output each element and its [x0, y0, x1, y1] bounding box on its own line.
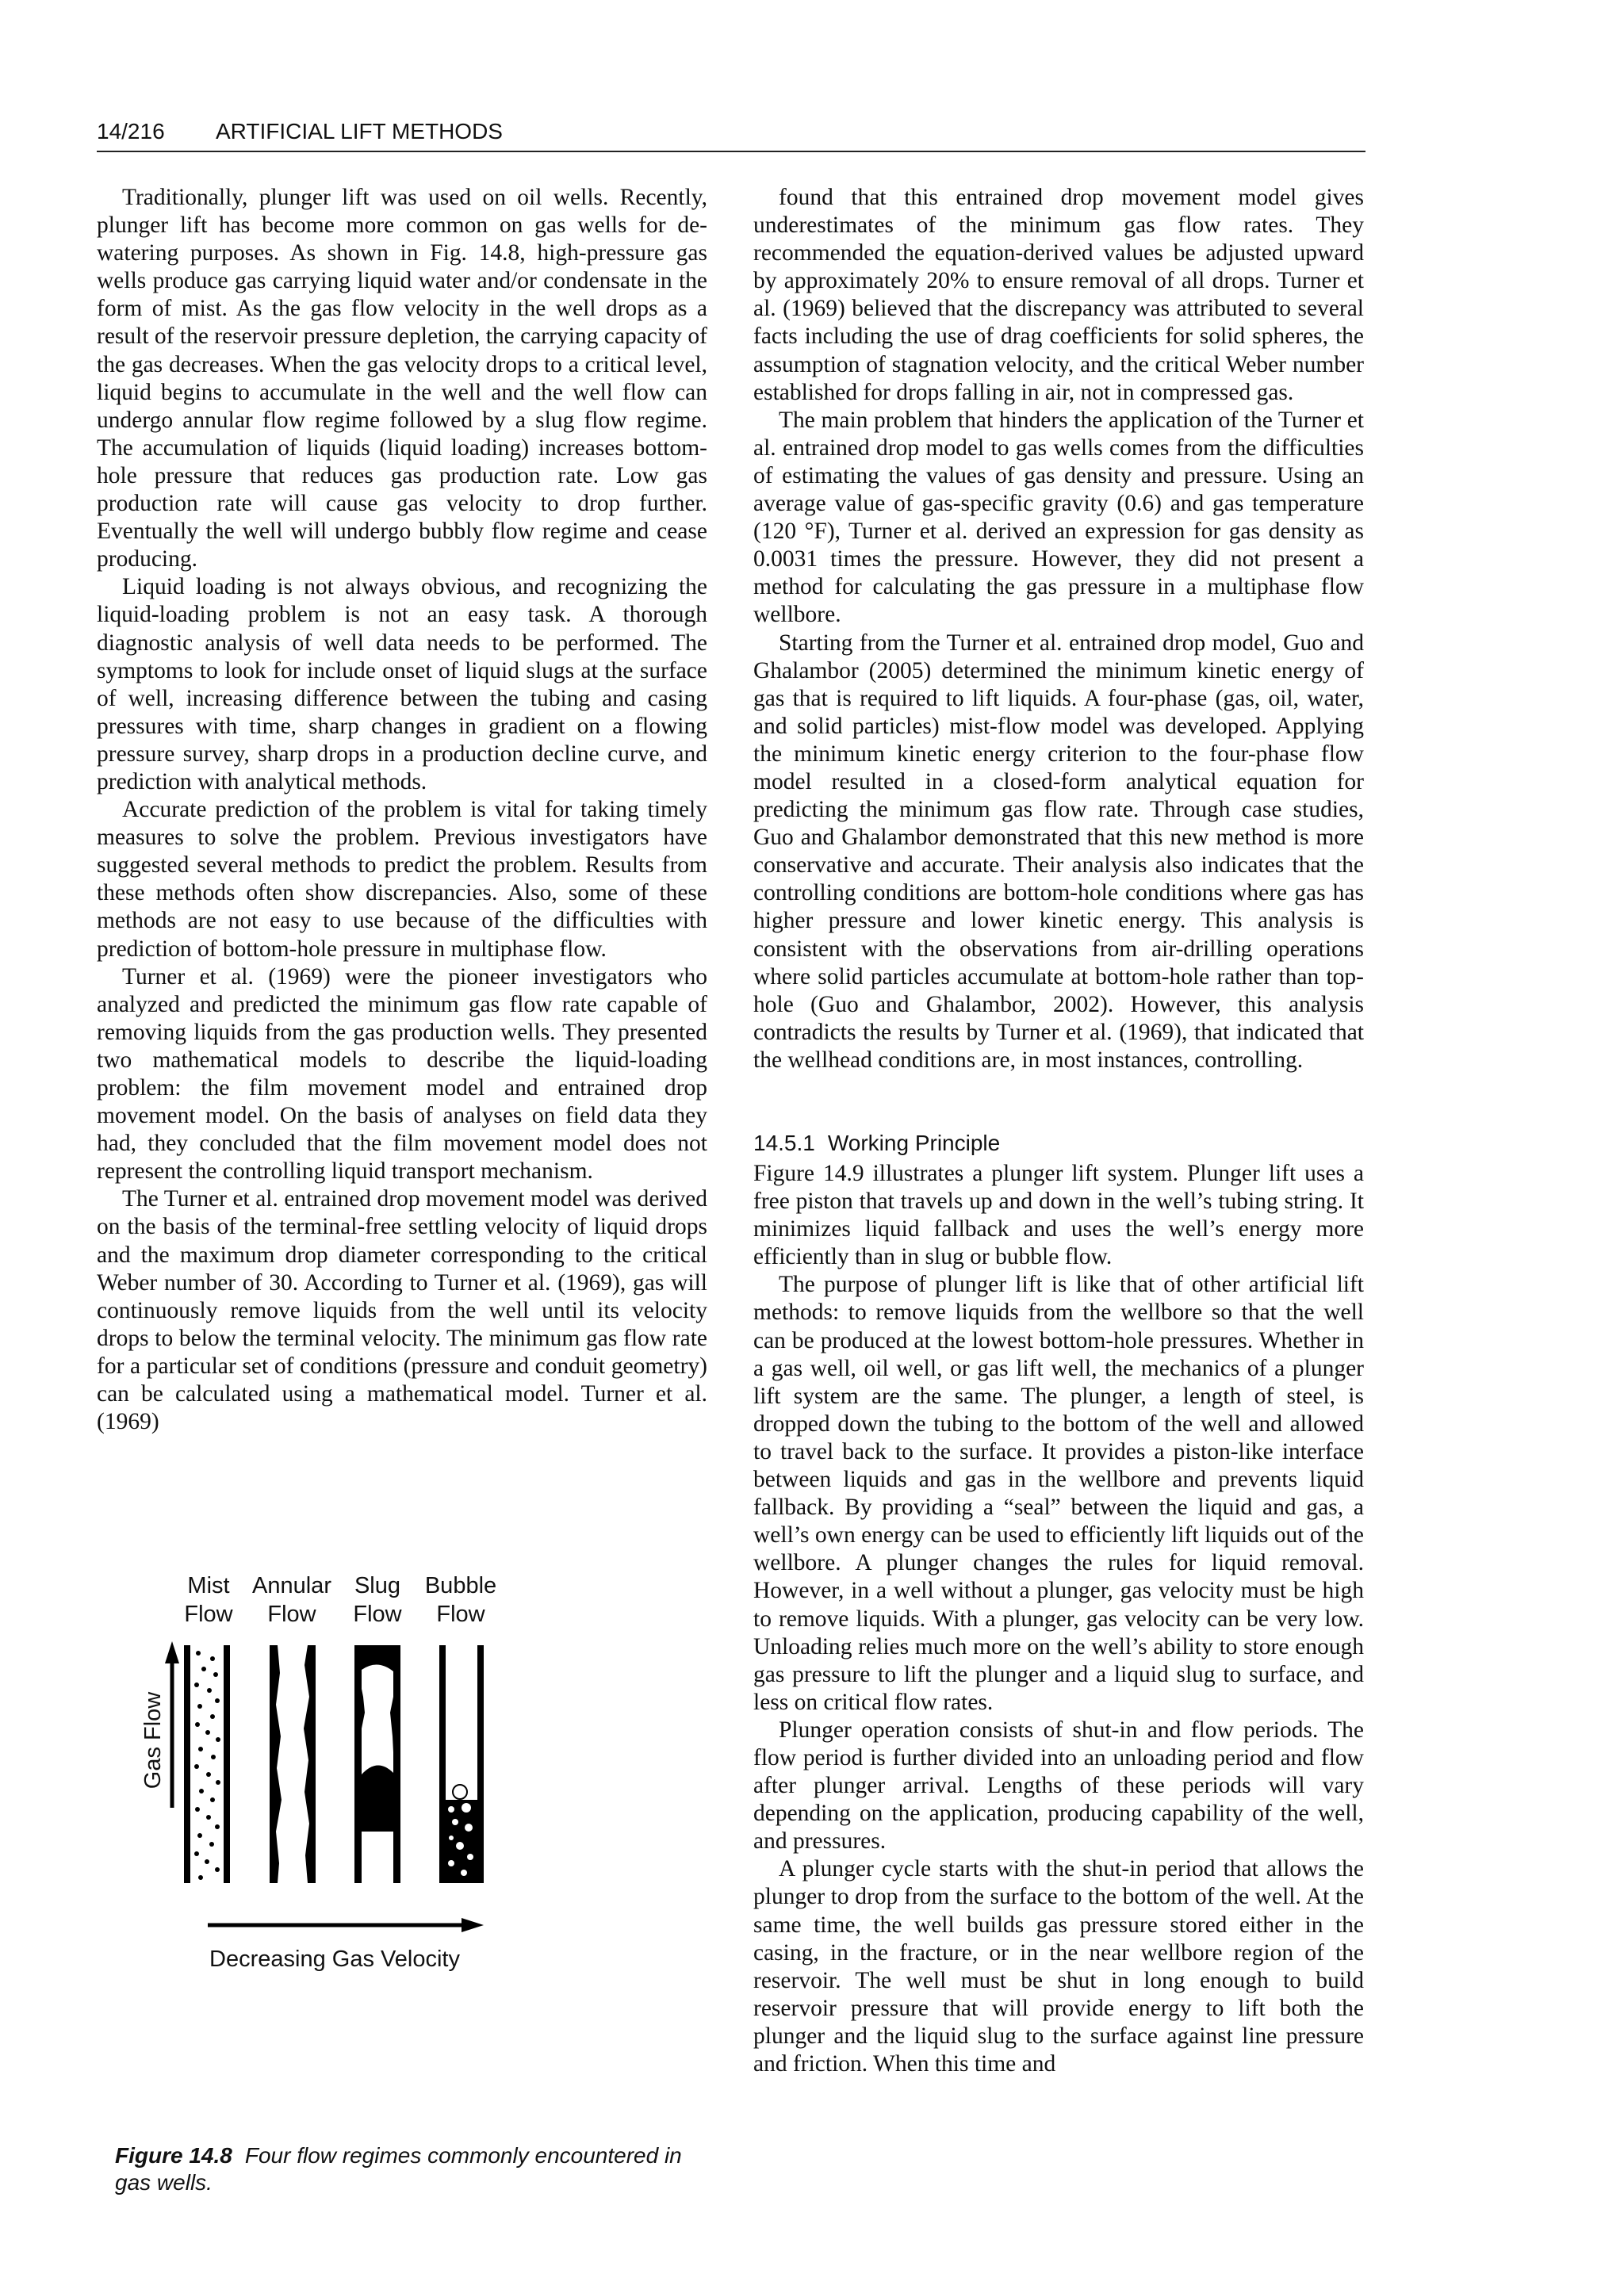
paragraph: Traditionally, plunger lift was used on oil wells. Recently, plunger lift has become more common on gas wells for de-watering purposes. As shown in Fig. 14.8, high-pressure gas wells produce gas carrying liquid water and/or condensate in the form of mist. As the gas flow velocity in the well drops as a result of the reservoir pressure depletion, the carrying capacity of the gas decreases. When the gas velocity drops to a critical level, liquid begins to accumulate in the well and the well flow can undergo annular flow regime followed by a slug flow regime. The accumulation of liquids (liquid loading) increases bottom-hole pressure that reduces gas production rate. Low gas production rate will cause gas velocity to drop further. Eventually the well will undergo bubbly flow regime and cease producing. [97, 185, 707, 572]
slug-flow-tube [354, 1645, 400, 1883]
figure-caption-text: Four flow regimes commonly encountered in gas wells. [115, 2143, 682, 2195]
gas-flow-label: Gas Flow [140, 1691, 166, 1790]
section-title: Working Principle [827, 1131, 1001, 1155]
figure-label: Figure 14.8 [115, 2143, 232, 2168]
paragraph: Liquid loading is not always obvious, and recognizing the liquid-loading problem is not an easy task. A thorough diagnostic analysis of well data needs to be performed. The symptoms to look for include onset of liquid slugs at the surface of well, increasing difference between the tubing and casing pressures with time, sharp changes in gradient on a flowing pressure survey, sharp drops in a production decline curve, and prediction with analytical methods. [97, 574, 707, 794]
regime-label-annular-line1: Annular [252, 1573, 331, 1598]
decreasing-velocity-arrow [208, 1918, 484, 1932]
running-header [97, 119, 1365, 152]
flow-regimes-diagram [97, 1570, 715, 2141]
paragraph: found that this entrained drop movement model gives underestimates of the minimum gas flow rates. They recommended the equation-derived values be adjusted upward by approximately 20% to ensure removal of all drops. Turner et al. (1969) believed that the discrepancy was attributed to several facts including the use of drag coefficients for solid spheres, the assumption of stagnation velocity, and the critical Weber number established for drops falling in air, not in compressed gas. [753, 185, 1364, 405]
paragraph: The purpose of plunger lift is like that of other artificial lift methods: to remove liquids from the wellbore so that the well can be produced at the lowest bottom-hole pressures. Whether in a gas well, oil well, or gas lift well, the mechanics of a plunger lift system are the same. The plunger, a length of steel, is dropped down the tubing to the bottom of the well and allowed to travel back to the surface. It provides a piston-like interface between liquids and gas in the wellbore and prevents liquid fallback. By providing a “seal” between the liquid and gas, a well’s own energy can be used to efficiently lift liquids out of the wellbore. A plunger changes the rules for liquid removal. However, in a well without a plunger, gas velocity must be high to remove liquids. With a plunger, gas velocity can be very low. Unloading relies much more on the well’s ability to store enough gas pressure to lift the plunger and a liquid slug to surface, and less on critical flow rates. [753, 1272, 1364, 1715]
paragraph: Accurate prediction of the problem is vital for taking timely measures to solve the problem. Previous investigators have suggested several methods to predict the problem. Results from these methods often show discrepancies. Also, some of these methods are not easy to use because of the difficulties with prediction of bottom-hole pressure in multiphase flow. [97, 797, 707, 962]
paragraph: Starting from the Turner et al. entrained drop model, Guo and Ghalambor (2005) determined the minimum kinetic energy of gas that is required to lift liquids. A four-phase (gas, oil, water, and solid particles) mist-flow model was developed. Applying the minimum kinetic energy criterion to the four-phase flow model resulted in a closed-form analytical equation for predicting the minimum gas flow rate. Through case studies, Guo and Ghalambor demonstrated that this new method is more conservative and accurate. Their analysis also indicates that the controlling conditions are bottom-hole conditions where gas has higher pressure and lower kinetic energy. This analysis is consistent with the observations from air-drilling operations where solid particles accumulate at bottom-hole rather than top-hole (Guo and Ghalambor, 2002). However, this analysis contradicts the results by Turner et al. (1969), that indicated that the wellhead conditions are, in most instances, controlling. [753, 630, 1364, 1073]
right-column [753, 184, 1364, 2078]
page-number: 14/216 [97, 119, 165, 144]
flow-regimes-figure [97, 1570, 715, 2141]
mist-flow-tube [184, 1645, 230, 1883]
paragraph: The main problem that hinders the application of the Turner et al. entrained drop model to gas wells comes from the difficulties of estimating the values of gas density and pressure. Using an average value of gas-specific gravity (0.6) and gas temperature (120 °F), Turner et al. derived an expression for gas density as 0.0031 times the pressure. However, they did not present a method for calculating the gas pressure in a multiphase flow wellbore. [753, 407, 1364, 628]
paragraph: A plunger cycle starts with the shut-in period that allows the plunger to drop from the surface to the bottom of the well. At the same time, the well builds gas pressure stored either in the casing, in the fracture, or in the near wellbore region of the reservoir. The well must be shut in long enough to build reservoir pressure that will provide energy to lift both the plunger and the liquid slug to the surface against line pressure and friction. When this time and [753, 1856, 1364, 2077]
gas-flow-arrow [165, 1641, 179, 1808]
paragraph: Figure 14.9 illustrates a plunger lift system. Plunger lift uses a free piston that travels up and down in the well’s tubing string. It minimizes liquid fallback and uses the well’s energy more efficiently than in slug or bubble flow. [753, 1161, 1364, 1270]
decreasing-velocity-label: Decreasing Gas Velocity [209, 1947, 460, 1972]
left-column [97, 184, 707, 1436]
figure-caption [115, 2142, 718, 2196]
regime-label-bubble-line1: Bubble [424, 1573, 497, 1598]
paragraph: Turner et al. (1969) were the pioneer investigators who analyzed and predicted the minimum gas flow rate capable of removing liquids from the gas production wells. They presented two mathematical models to describe the liquid-loading problem: the film movement model and entrained drop movement model. On the basis of analyses on field data they had, they concluded that the film movement model does not represent the controlling liquid transport mechanism. [97, 963, 707, 1185]
regime-label-annular-line2: Flow [267, 1602, 316, 1627]
regime-label-slug-line1: Slug [354, 1573, 401, 1598]
paragraph: Plunger operation consists of shut-in and flow periods. The flow period is further divided into an unloading period and flow after plunger arrival. Lengths of these periods will vary depending on the application, producing capability of the well, and pressures. [753, 1717, 1364, 1855]
section-number: 14.5.1 [753, 1131, 815, 1155]
paragraph: The Turner et al. entrained drop movement model was derived on the basis of the terminal-free settling velocity of liquid drops and the maximum drop diameter corresponding to the critical Weber number of 30. According to Turner et al. (1969), gas will continuously remove liquids from the well until its velocity drops to below the terminal velocity. The minimum gas flow rate for a particular set of conditions (pressure and conduit geometry) can be calculated using a mathematical model. Turner et al. (1969) [97, 1186, 707, 1435]
regime-label-mist-line1: Mist [187, 1573, 230, 1598]
regime-label-slug-line2: Flow [353, 1602, 402, 1627]
regime-label-bubble-line2: Flow [436, 1602, 485, 1627]
annular-flow-tube [270, 1645, 316, 1883]
section-heading [753, 1130, 1364, 1157]
bubble-flow-tube [439, 1645, 484, 1883]
regime-label-mist-line2: Flow [184, 1602, 233, 1627]
running-title: ARTIFICIAL LIFT METHODS [216, 119, 503, 144]
